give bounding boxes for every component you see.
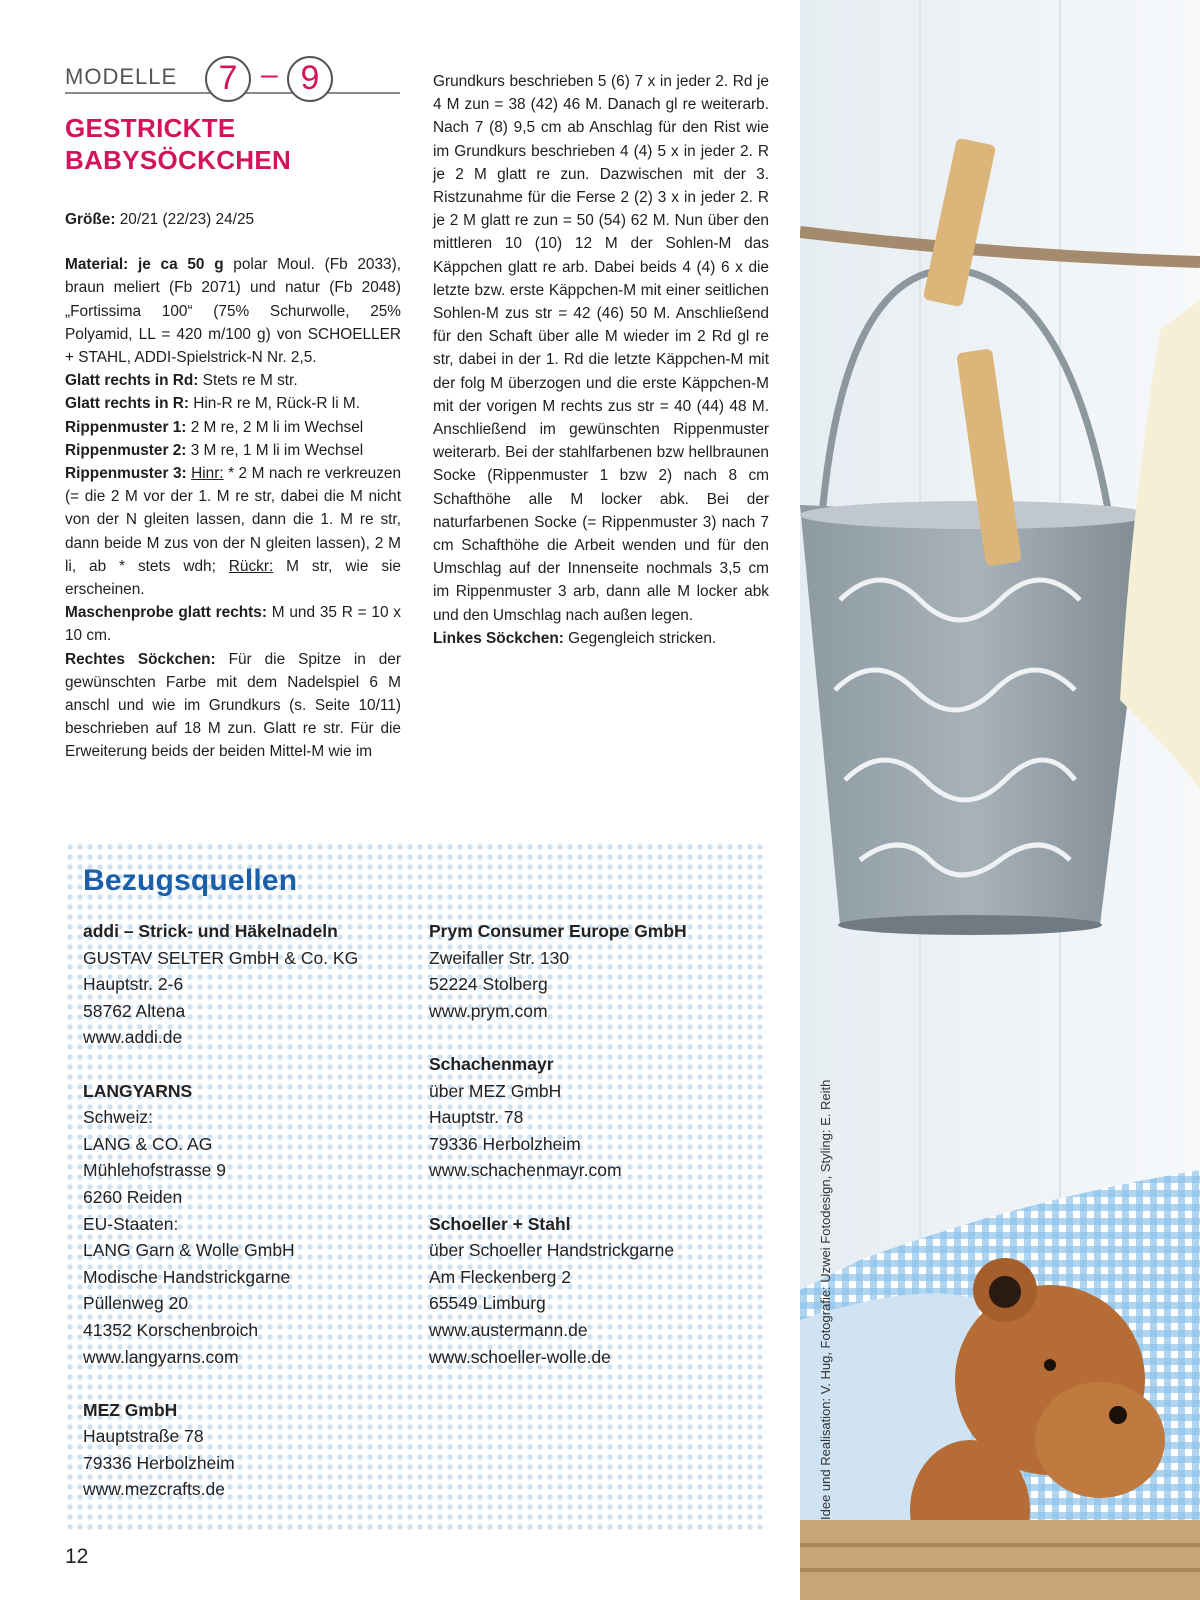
source-entry-schoeller	[429, 1211, 749, 1371]
material-label: Material: je ca 50 g	[65, 256, 224, 274]
photo-bucket-teddy	[800, 0, 1200, 1600]
wicker-basket	[800, 1520, 1200, 1600]
source-line: LANG Garn & Wolle GmbH	[83, 1240, 295, 1261]
source-entry-schachenmayr	[429, 1051, 749, 1184]
right-sock-text: Für die Spitze in der gewünschten Farbe mit dem Nadelspiel 6 M anschl und wie im Grundkurs (s. Seite 10/11) beschrieben auf 18 M zun. Glatt re str. Für die Erweiterung beids der beiden Mittel-M wie im	[65, 650, 401, 761]
source-line: über MEZ GmbH	[429, 1080, 562, 1101]
source-entry-addi	[83, 918, 403, 1051]
continued-paragraph: Grundkurs beschrieben 5 (6) 7 x in jeder 2. Rd je 4 M zun = 38 (42) 46 M. Danach gl re weiterarb. Nach 7 (8) 9,5 cm ab Anschlag für den Rist wie im Grundkurs beschrieben 4 (4) 5 x in jeder 2. R je 2 M glatt re zun. Dazwischen mit der 3. Ristzunahme für die Ferse 2 (2) 3 x in jeder 2. R je 2 M glatt re zun = 50 (54) 62 M. Nun über den mittleren 10 (10) 12 M der Sohlen-M das Käppchen glatt re arb. Dabei beids 4 (4) 6 x die letzte bzw. erste Käppchen-M mit einer seitlichen Sohlen-M zus str = 42 (46) 50 M. Anschließend für den Schaft über alle M wieder im 2 Rd gl re str, dabei in der 1. Rd die letzte Käppchen-M mit der folg M überzogen und die erste Käppchen-M mit der vorigen M rechts zus str = 40 (44) 48 M. Anschließend im gewünschten Rippenmuster weiterarb. Bei der stahlfarbenen bzw hellbraunen Socke (Rippenmuster 1 bzw 2) nach 8 cm Schafthöhe alle M locker abk. Bei der naturfarbenen Socke (= Rippenmuster 3) nach 7 cm Schafthöhe die Arbeit wenden und für den Umschlag auf der Innenseite nochmals 3,5 cm im Rippenmuster 3 arb, dann alle M locker abk und den Umschlag nach außen legen.	[433, 73, 769, 624]
source-line: 58762 Altena	[83, 1000, 186, 1021]
source-name: Schoeller + Stahl	[429, 1213, 571, 1234]
source-line: Mühlehofstrasse 9	[83, 1160, 226, 1181]
source-link[interactable]: www.langyarns.com	[83, 1346, 239, 1367]
source-line: 41352 Korschenbroich	[83, 1319, 259, 1340]
right-sock-label: Rechtes Söckchen:	[65, 650, 216, 668]
sources-column-right	[429, 918, 749, 1397]
gauge-text: M und 35 R = 10 x 10 cm.	[65, 604, 401, 645]
glatt-rd-paragraph	[65, 369, 401, 392]
page-title-line-1: GESTRICKTE	[65, 113, 236, 143]
size-text: 20/21 (22/23) 24/25	[115, 211, 255, 228]
left-sock-text: Gegengleich stricken.	[563, 629, 717, 647]
source-name: addi – Strick- und Häkelnadeln	[83, 921, 338, 941]
source-line: Am Fleckenberg 2	[429, 1266, 572, 1287]
source-line: LANG & CO. AG	[83, 1133, 213, 1154]
source-line: Püllenweg 20	[83, 1293, 189, 1314]
source-link[interactable]: www.austermann.de	[429, 1319, 588, 1340]
sources-heading: Bezugsquellen	[83, 864, 298, 897]
source-line: Schweiz:	[83, 1107, 154, 1128]
glatt-r-paragraph	[65, 392, 401, 415]
rib2-label: Rippenmuster 2:	[65, 441, 187, 459]
page-title-line-2: BABYSÖCKCHEN	[65, 145, 292, 175]
rib3-hinr: Hinr:	[191, 465, 224, 483]
source-entry-langyarns	[83, 1078, 403, 1371]
source-entry-prym	[429, 918, 749, 1024]
header-label: MODELLE	[65, 64, 185, 90]
source-line: 79336 Herbolzheim	[83, 1452, 235, 1473]
source-entry-mez	[83, 1397, 403, 1503]
material-paragraph	[65, 253, 401, 369]
rib3-label: Rippenmuster 3:	[65, 465, 187, 483]
model-header	[65, 56, 400, 106]
glatt-rd-text: Stets re M str.	[198, 372, 298, 390]
source-name: MEZ GmbH	[83, 1399, 178, 1420]
source-link[interactable]: www.addi.de	[83, 1027, 183, 1048]
source-line: Hauptstr. 2-6	[83, 974, 184, 995]
source-name: Schachenmayr	[429, 1053, 554, 1074]
page-title	[65, 112, 405, 176]
model-number-dash: –	[261, 58, 278, 91]
source-line: 79336 Herbolzheim	[429, 1133, 581, 1154]
right-sock-paragraph	[65, 648, 401, 764]
rib3-rueckr: Rückr:	[228, 557, 274, 575]
rib2-text: 3 M re, 1 M li im Wechsel	[186, 441, 364, 459]
source-line: Hauptstr. 78	[429, 1107, 524, 1128]
instructions-right-column	[433, 70, 769, 650]
rib2-paragraph	[65, 439, 401, 462]
source-link[interactable]: www.mezcrafts.de	[83, 1479, 225, 1500]
source-line: Modische Handstrickgarne	[83, 1266, 291, 1287]
source-line: Zweifaller Str. 130	[429, 947, 570, 968]
sources-box	[65, 842, 767, 1532]
source-name: LANGYARNS	[83, 1080, 193, 1101]
rib3-text-1: * 2 M nach re verkreuzen (= die 2 M vor der 1. M re str, dabei die M nicht von der N gleiten lassen, dann die 1. M re str, dann beide M zus von der N gleiten lassen), 2 M li, ab * stets wdh;	[65, 465, 402, 575]
model-number-to: 9	[287, 56, 333, 102]
source-line: über Schoeller Handstrickgarne	[429, 1240, 675, 1261]
size-label: Größe:	[65, 211, 116, 228]
rib1-text: 2 M re, 2 M li im Wechsel	[186, 418, 364, 436]
left-sock-label: Linkes Söckchen:	[433, 629, 564, 647]
source-line: 52224 Stolberg	[429, 974, 548, 995]
source-line: 65549 Limburg	[429, 1293, 546, 1314]
source-name: Prym Consumer Europe GmbH	[429, 921, 687, 941]
rib3-paragraph	[65, 462, 401, 601]
glatt-r-label: Glatt rechts in R:	[65, 395, 189, 413]
sources-column-left	[83, 918, 403, 1530]
source-link[interactable]: www.prym.com	[429, 1000, 548, 1021]
left-sock-paragraph	[433, 627, 769, 650]
model-number-from: 7	[205, 56, 251, 102]
source-link[interactable]: www.schoeller-wolle.de	[429, 1346, 611, 1367]
photo-credit: Idee und Realisation: V. Hug, Fotografie: Uzwei Fotodesign, Styling: E. Reith	[818, 1079, 833, 1520]
page-number: 12	[65, 1545, 89, 1568]
size-paragraph	[65, 208, 401, 231]
source-link[interactable]: www.schachenmayr.com	[429, 1160, 622, 1181]
source-line: Hauptstraße 78	[83, 1426, 204, 1447]
source-line: EU-Staaten:	[83, 1213, 179, 1234]
glatt-rd-label: Glatt rechts in Rd:	[65, 372, 199, 390]
rib1-label: Rippenmuster 1:	[65, 418, 187, 436]
bucket	[800, 505, 1150, 925]
material-text: polar Moul. (Fb 2033), braun meliert (Fb 2071) und natur (Fb 2048) „Fortissima 100“ (75% Schurwolle, 25% Polyamid, LL = 420 m/100 g) von SCHOELLER + STAHL, ADDI-Spielstrick-N Nr. 2,5.	[65, 256, 401, 367]
rib3-text-2: M str, wie sie erscheinen.	[65, 557, 401, 599]
source-line: 6260 Reiden	[83, 1186, 183, 1207]
gauge-label: Maschenprobe glatt rechts:	[65, 604, 267, 622]
glatt-r-text: Hin-R re M, Rück-R li M.	[189, 395, 361, 413]
source-line: GUSTAV SELTER GmbH & Co. KG	[83, 947, 359, 968]
gauge-paragraph	[65, 601, 401, 647]
rib1-paragraph	[65, 416, 401, 439]
instructions-left-column	[65, 208, 401, 764]
